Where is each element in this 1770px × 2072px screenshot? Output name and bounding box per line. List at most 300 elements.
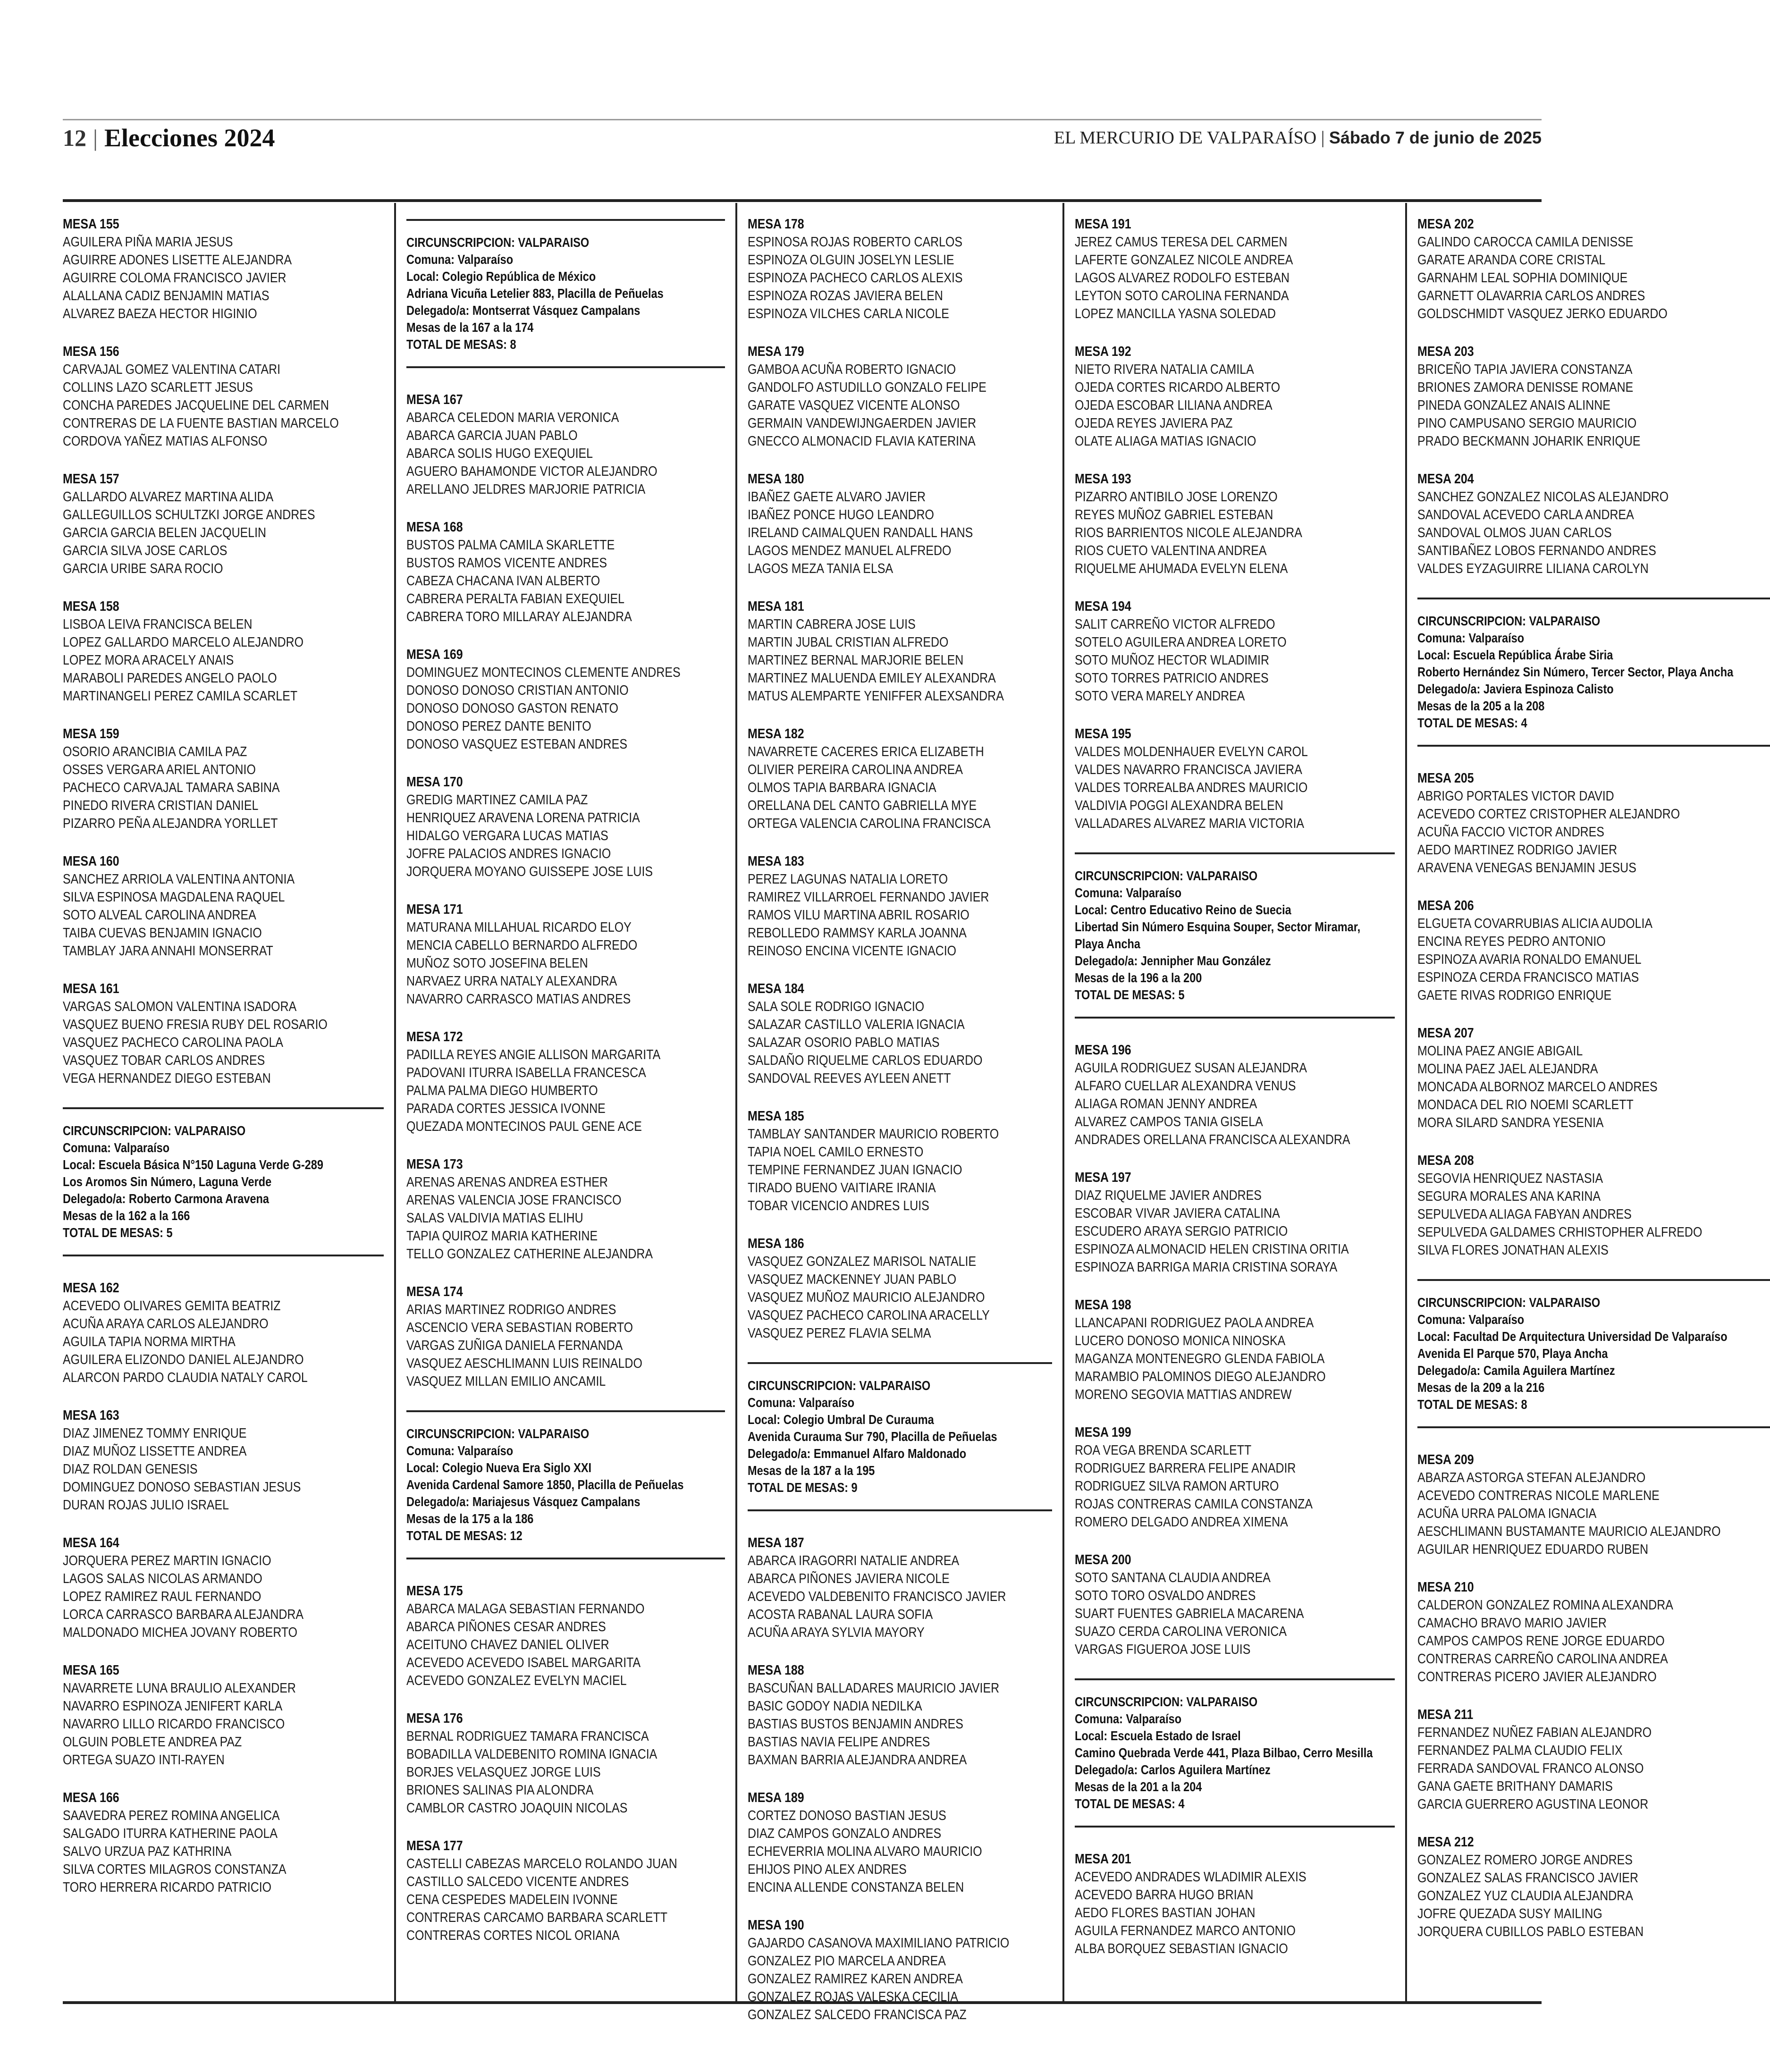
voter-name: COLLINS LAZO SCARLETT JESUS xyxy=(63,380,253,395)
voter-name: AGUIRRE ADONES LISETTE ALEJANDRA xyxy=(63,253,292,268)
voter-name: SILVA CORTES MILAGROS CONSTANZA xyxy=(63,1862,287,1877)
mesa-block xyxy=(1417,1024,1770,1132)
voter-name: AEDO FLORES BASTIAN JOHAN xyxy=(1074,1905,1256,1920)
voter-name: PADOVANI ITURRA ISABELLA FRANCESCA xyxy=(406,1065,646,1080)
voter-name: ACUÑA FACCIO VICTOR ANDRES xyxy=(1417,825,1605,840)
mesa-title: MESA 173 xyxy=(406,1157,463,1172)
voter-name: VALDES NAVARRO FRANCISCA JAVIERA xyxy=(1074,762,1302,777)
circunscripcion-line: Comuna: Valparaíso xyxy=(748,1395,855,1410)
voter-name: HIDALGO VERGARA LUCAS MATIAS xyxy=(406,828,608,843)
voter-name: GAETE RIVAS RODRIGO ENRIQUE xyxy=(1417,988,1612,1003)
voter-name: LAGOS SALAS NICOLAS ARMANDO xyxy=(63,1571,262,1586)
mesa-title: MESA 170 xyxy=(406,775,463,790)
voter-name: DONOSO DONOSO GASTON RENATO xyxy=(406,701,619,716)
voter-name: PINEDO RIVERA CRISTIAN DANIEL xyxy=(63,798,259,813)
mesa-title: MESA 162 xyxy=(63,1280,119,1296)
circunscripcion-line: Local: Colegio Umbral De Curauma xyxy=(748,1412,934,1427)
mesa-block xyxy=(1417,1578,1770,1686)
circunscripcion-line: TOTAL DE MESAS: 5 xyxy=(1074,987,1185,1002)
voter-name: IRELAND CAIMALQUEN RANDALL HANS xyxy=(748,525,973,540)
voter-name: GALLARDO ALVAREZ MARTINA ALIDA xyxy=(63,489,274,505)
voter-name: MORENO SEGOVIA MATTIAS ANDREW xyxy=(1074,1387,1292,1402)
mesa-title: MESA 165 xyxy=(63,1663,119,1678)
mesa-title: MESA 179 xyxy=(748,344,804,359)
voter-name: SALGADO ITURRA KATHERINE PAOLA xyxy=(63,1826,278,1841)
mesa-block xyxy=(63,1407,384,1514)
voter-name: SOTO MUÑOZ HECTOR WLADIMIR xyxy=(1074,653,1269,668)
voter-name: ABRIGO PORTALES VICTOR DAVID xyxy=(1417,789,1614,804)
circunscripcion-line: CIRCUNSCRIPCION: VALPARAISO xyxy=(406,235,590,250)
voter-name: LAGOS ALVAREZ RODOLFO ESTEBAN xyxy=(1074,270,1290,286)
circunscripcion-box xyxy=(63,1107,384,1256)
voter-name: BORJES VELASQUEZ JORGE LUIS xyxy=(406,1765,601,1780)
voter-name: SAAVEDRA PEREZ ROMINA ANGELICA xyxy=(63,1808,280,1823)
mesa-block xyxy=(748,1789,1052,1896)
voter-name: RIQUELME AHUMADA EVELYN ELENA xyxy=(1074,561,1288,576)
voter-name: AGUERO BAHAMONDE VICTOR ALEJANDRO xyxy=(406,464,657,479)
voter-name: ESPINOZA BARRIGA MARIA CRISTINA SORAYA xyxy=(1074,1260,1337,1275)
circunscripcion-line: TOTAL DE MESAS: 5 xyxy=(63,1225,173,1240)
mesa-block xyxy=(1075,725,1395,833)
mesa-block xyxy=(748,598,1052,705)
mesa-block xyxy=(1417,1706,1770,1813)
voter-name: BASIC GODOY NADIA NEDILKA xyxy=(748,1699,922,1714)
voter-list xyxy=(748,233,1052,323)
voter-name: AGUILA TAPIA NORMA MIRTHA xyxy=(63,1334,236,1349)
voter-name: BASCUÑAN BALLADARES MAURICIO JAVIER xyxy=(748,1681,1000,1696)
voter-name: SEGOVIA HENRIQUEZ NASTASIA xyxy=(1417,1171,1603,1186)
voter-name: LISBOA LEIVA FRANCISCA BELEN xyxy=(63,617,253,632)
voter-name: GANA GAETE BRITHANY DAMARIS xyxy=(1417,1779,1613,1794)
mesa-title: MESA 189 xyxy=(748,1790,804,1805)
circunscripcion-line: Comuna: Valparaíso xyxy=(1074,885,1181,900)
voter-name: ACUÑA ARAYA SYLVIA MAYORY xyxy=(748,1625,925,1640)
voter-name: MARTINEZ BERNAL MARJORIE BELEN xyxy=(748,653,964,668)
mesa-block xyxy=(406,1710,725,1817)
voter-list xyxy=(748,1934,1052,2024)
mesa-block xyxy=(406,1155,725,1263)
voter-name: CENA CESPEDES MADELEIN IVONNE xyxy=(406,1892,618,1907)
column-5 xyxy=(1405,203,1770,2001)
voter-name: GNECCO ALMONACID FLAVIA KATERINA xyxy=(748,434,976,449)
voter-name: TAMBLAY JARA ANNAHI MONSERRAT xyxy=(63,943,273,959)
voter-name: VARGAS ZUÑIGA DANIELA FERNANDA xyxy=(406,1338,623,1353)
voter-name: ACEVEDO CONTRERAS NICOLE MARLENE xyxy=(1417,1488,1660,1503)
voter-name: RAMIREZ VILLARROEL FERNANDO JAVIER xyxy=(748,890,989,905)
mesa-block xyxy=(1075,1551,1395,1659)
voter-list xyxy=(748,615,1052,705)
voter-name: TAIBA CUEVAS BENJAMIN IGNACIO xyxy=(63,926,262,941)
mesa-block xyxy=(63,1534,384,1642)
voter-list xyxy=(748,1679,1052,1769)
mesa-block xyxy=(748,1661,1052,1769)
voter-name: DIAZ RIQUELME JAVIER ANDRES xyxy=(1074,1188,1262,1203)
voter-name: OLGUIN POBLETE ANDREA PAZ xyxy=(63,1735,242,1750)
circunscripcion-box xyxy=(748,1362,1052,1511)
voter-list xyxy=(1417,915,1770,1004)
voter-name: ESPINOZA AVARIA RONALDO EMANUEL xyxy=(1417,952,1642,967)
voter-name: RAMOS VILU MARTINA ABRIL ROSARIO xyxy=(748,908,969,923)
voter-name: ESPINOZA ROZAS JAVIERA BELEN xyxy=(748,288,944,303)
voter-name: ESCUDERO ARAYA SERGIO PATRICIO xyxy=(1074,1224,1288,1239)
voter-name: MARTINANGELI PEREZ CAMILA SCARLET xyxy=(63,689,298,704)
voter-name: GALLEGUILLOS SCHULTZKI JORGE ANDRES xyxy=(63,507,315,522)
voter-name: DONOSO DONOSO CRISTIAN ANTONIO xyxy=(406,683,629,698)
column-3 xyxy=(735,203,1062,2022)
header-separator: | xyxy=(93,125,98,151)
voter-name: VASQUEZ MUÑOZ MAURICIO ALEJANDRO xyxy=(748,1290,985,1305)
voter-name: ARIAS MARTINEZ RODRIGO ANDRES xyxy=(406,1302,616,1317)
voter-name: ALFARO CUELLAR ALEXANDRA VENUS xyxy=(1074,1078,1296,1094)
voter-name: ACEITUNO CHAVEZ DANIEL OLIVER xyxy=(406,1637,609,1652)
mesa-title: MESA 183 xyxy=(748,854,804,869)
voter-name: PRADO BECKMANN JOHARIK ENRIQUE xyxy=(1417,434,1641,449)
mesa-title: MESA 200 xyxy=(1074,1552,1131,1567)
voter-name: SEPULVEDA GALDAMES CRHISTOPHER ALFREDO xyxy=(1417,1225,1703,1240)
voter-name: VASQUEZ PACHECO CAROLINA ARACELLY xyxy=(748,1308,990,1323)
voter-name: CORDOVA YAÑEZ MATIAS ALFONSO xyxy=(63,434,268,449)
publication-separator: | xyxy=(1316,128,1329,148)
voter-list xyxy=(63,870,384,960)
circunscripcion-line: CIRCUNSCRIPCION: VALPARAISO xyxy=(1417,1295,1601,1310)
circunscripcion-line: Delegado/a: Camila Aguilera Martínez xyxy=(1417,1363,1615,1378)
mesa-block xyxy=(406,518,725,626)
mesa-block xyxy=(748,852,1052,960)
voter-name: MENCIA CABELLO BERNARDO ALFREDO xyxy=(406,938,638,953)
mesa-title: MESA 161 xyxy=(63,981,119,996)
circunscripcion-line: Comuna: Valparaíso xyxy=(63,1140,170,1155)
voter-name: PARADA CORTES JESSICA IVONNE xyxy=(406,1101,606,1116)
voter-name: JORQUERA CUBILLOS PABLO ESTEBAN xyxy=(1417,1924,1644,1939)
mesa-block xyxy=(1075,1296,1395,1404)
voter-name: ALVAREZ CAMPOS TANIA GISELA xyxy=(1074,1114,1263,1129)
mesa-title: MESA 198 xyxy=(1074,1297,1131,1313)
voter-name: GARCIA SILVA JOSE CARLOS xyxy=(63,543,228,558)
voter-name: MOLINA PAEZ ANGIE ABIGAIL xyxy=(1417,1044,1583,1059)
voter-name: RODRIGUEZ SILVA RAMON ARTURO xyxy=(1074,1479,1279,1494)
voter-name: VASQUEZ TOBAR CARLOS ANDRES xyxy=(63,1053,265,1068)
voter-name: ABARCA GARCIA JUAN PABLO xyxy=(406,428,578,443)
voter-list xyxy=(406,1600,725,1690)
voter-name: OLATE ALIAGA MATIAS IGNACIO xyxy=(1074,434,1256,449)
circunscripcion-line: CIRCUNSCRIPCION: VALPARAISO xyxy=(406,1426,590,1441)
header-left xyxy=(63,123,275,152)
top-rule xyxy=(63,119,1542,120)
mesa-title: MESA 208 xyxy=(1417,1153,1474,1168)
circunscripcion-line: Delegado/a: Roberto Carmona Aravena xyxy=(63,1191,269,1206)
voter-name: LOPEZ MORA ARACELY ANAIS xyxy=(63,653,234,668)
voter-list xyxy=(1075,1868,1395,1958)
mesa-block xyxy=(1075,1169,1395,1276)
voter-name: RODRIGUEZ BARRERA FELIPE ANADIR xyxy=(1074,1461,1296,1476)
voter-name: ABARCA IRAGORRI NATALIE ANDREA xyxy=(748,1553,960,1568)
voter-name: ACEVEDO VALDEBENITO FRANCISCO JAVIER xyxy=(748,1589,1006,1604)
voter-name: TEMPINE FERNANDEZ JUAN IGNACIO xyxy=(748,1162,962,1178)
voter-name: CABEZA CHACANA IVAN ALBERTO xyxy=(406,573,600,589)
circunscripcion-line: Delegado/a: Javiera Espinoza Calisto xyxy=(1417,682,1614,696)
voter-list xyxy=(1075,488,1395,578)
voter-name: ACUÑA ARAYA CARLOS ALEJANDRO xyxy=(63,1316,269,1331)
mesa-block xyxy=(63,1661,384,1769)
voter-name: BRIONES SALINAS PIA ALONDRA xyxy=(406,1783,594,1798)
voter-name: OLIVIER PEREIRA CAROLINA ANDREA xyxy=(748,762,963,777)
voter-list xyxy=(63,1297,384,1387)
voter-name: BASTIAS BUSTOS BENJAMIN ANDRES xyxy=(748,1717,964,1732)
voter-name: FERNANDEZ PALMA CLAUDIO FELIX xyxy=(1417,1743,1623,1758)
mesa-title: MESA 210 xyxy=(1417,1580,1474,1595)
voter-name: ECHEVERRIA MOLINA ALVARO MAURICIO xyxy=(748,1844,982,1859)
mesa-title: MESA 168 xyxy=(406,520,463,535)
voter-name: EHIJOS PINO ALEX ANDRES xyxy=(748,1862,907,1877)
voter-name: LAFERTE GONZALEZ NICOLE ANDREA xyxy=(1074,253,1293,268)
voter-name: VASQUEZ PACHECO CAROLINA PAOLA xyxy=(63,1035,284,1050)
voter-name: NAVARRETE CACERES ERICA ELIZABETH xyxy=(748,744,984,759)
voter-name: CASTILLO SALCEDO VICENTE ANDRES xyxy=(406,1874,629,1889)
mesa-title: MESA 195 xyxy=(1074,726,1131,741)
voter-name: RIOS BARRIENTOS NICOLE ALEJANDRA xyxy=(1074,525,1302,540)
voter-name: DOMINGUEZ DONOSO SEBASTIAN JESUS xyxy=(63,1480,301,1495)
mesa-title: MESA 182 xyxy=(748,726,804,741)
voter-name: CONTRERAS CORTES NICOL ORIANA xyxy=(406,1928,620,1943)
voter-name: BRICEÑO TAPIA JAVIERA CONSTANZA xyxy=(1417,362,1633,377)
voter-name: SALVO URZUA PAZ KATHRINA xyxy=(63,1844,232,1859)
voter-name: AGUIRRE COLOMA FRANCISCO JAVIER xyxy=(63,270,287,286)
voter-name: TORO HERRERA RICARDO PATRICIO xyxy=(63,1880,272,1895)
voter-name: OJEDA ESCOBAR LILIANA ANDREA xyxy=(1074,398,1273,413)
circunscripcion-line: CIRCUNSCRIPCION: VALPARAISO xyxy=(748,1378,931,1393)
circunscripcion-line: Mesas de la 167 a la 174 xyxy=(406,320,534,335)
mesa-title: MESA 191 xyxy=(1074,217,1131,232)
circunscripcion-line: Avenida Curauma Sur 790, Placilla de Peñuelas xyxy=(748,1429,997,1444)
voter-name: TIRADO BUENO VAITIARE IRANIA xyxy=(748,1180,936,1196)
mesa-block xyxy=(63,725,384,833)
mesa-block xyxy=(406,1283,725,1390)
voter-name: SALDAÑO RIQUELME CARLOS EDUARDO xyxy=(748,1053,983,1068)
mesa-block xyxy=(63,980,384,1087)
circunscripcion-line: Mesas de la 205 a la 208 xyxy=(1417,699,1545,713)
voter-name: PINO CAMPUSANO SERGIO MAURICIO xyxy=(1417,416,1637,431)
voter-name: ESPINOZA VILCHES CARLA NICOLE xyxy=(748,306,950,321)
voter-name: ACEVEDO OLIVARES GEMITA BEATRIZ xyxy=(63,1298,281,1314)
voter-list xyxy=(406,664,725,753)
mesa-block xyxy=(1075,1850,1395,1958)
voter-name: OLMOS TAPIA BARBARA IGNACIA xyxy=(748,780,936,795)
voter-name: TAPIA QUIROZ MARIA KATHERINE xyxy=(406,1229,598,1244)
circunscripcion-line: Mesas de la 209 a la 216 xyxy=(1417,1380,1545,1395)
voter-name: REBOLLEDO RAMMSY KARLA JOANNA xyxy=(748,926,967,941)
voter-list xyxy=(1075,233,1395,323)
voter-list xyxy=(63,1424,384,1514)
voter-name: SUAZO CERDA CAROLINA VERONICA xyxy=(1074,1624,1287,1639)
voter-name: GONZALEZ PIO MARCELA ANDREA xyxy=(748,1954,946,1969)
voter-name: ACEVEDO BARRA HUGO BRIAN xyxy=(1074,1887,1254,1903)
voter-name: SEPULVEDA ALIAGA FABYAN ANDRES xyxy=(1417,1207,1632,1222)
page-number: 12 xyxy=(63,125,86,151)
voter-name: GONZALEZ YUZ CLAUDIA ALEJANDRA xyxy=(1417,1888,1634,1904)
mesa-title: MESA 166 xyxy=(63,1790,119,1805)
voter-list xyxy=(63,998,384,1087)
mesa-title: MESA 156 xyxy=(63,344,119,359)
voter-name: ALBA BORQUEZ SEBASTIAN IGNACIO xyxy=(1074,1941,1288,1956)
voter-name: VALLADARES ALVAREZ MARIA VICTORIA xyxy=(1074,816,1304,831)
mesa-block xyxy=(1417,343,1770,450)
voter-name: QUEZADA MONTECINOS PAUL GENE ACE xyxy=(406,1119,642,1134)
voter-list xyxy=(406,1046,725,1136)
voter-name: ESPINOZA PACHECO CARLOS ALEXIS xyxy=(748,270,963,286)
mesa-block xyxy=(748,470,1052,578)
voter-name: ACEVEDO GONZALEZ EVELYN MACIEL xyxy=(406,1673,627,1688)
mesa-block xyxy=(748,1107,1052,1215)
voter-name: GARNAHM LEAL SOPHIA DOMINIQUE xyxy=(1417,270,1628,286)
voter-name: DIAZ MUÑOZ LISSETTE ANDREA xyxy=(63,1444,247,1459)
voter-name: GARCIA GARCIA BELEN JACQUELIN xyxy=(63,525,267,540)
voter-name: MATURANA MILLAHUAL RICARDO ELOY xyxy=(406,920,632,935)
voter-name: GAJARDO CASANOVA MAXIMILIANO PATRICIO xyxy=(748,1936,1010,1951)
circunscripcion-line: Mesas de la 175 a la 186 xyxy=(406,1511,534,1526)
voter-name: LOPEZ GALLARDO MARCELO ALEJANDRO xyxy=(63,635,304,650)
voter-name: SANDOVAL OLMOS JUAN CARLOS xyxy=(1417,525,1612,540)
voter-name: JEREZ CAMUS TERESA DEL CARMEN xyxy=(1074,235,1288,250)
voter-name: HENRIQUEZ ARAVENA LORENA PATRICIA xyxy=(406,810,640,825)
mesa-title: MESA 157 xyxy=(63,472,119,487)
voter-name: ABARCA CELEDON MARIA VERONICA xyxy=(406,410,619,425)
circunscripcion-line: Mesas de la 196 a la 200 xyxy=(1074,970,1202,985)
voter-name: ESCOBAR VIVAR JAVIERA CATALINA xyxy=(1074,1206,1280,1221)
voter-name: PIZARRO ANTIBILO JOSE LORENZO xyxy=(1074,489,1278,505)
circunscripcion-line: Mesas de la 201 a la 204 xyxy=(1074,1779,1202,1794)
circunscripcion-line: Comuna: Valparaíso xyxy=(1417,1312,1525,1327)
voter-name: SALIT CARREÑO VICTOR ALFREDO xyxy=(1074,617,1275,632)
mesa-title: MESA 163 xyxy=(63,1408,119,1423)
voter-name: AGUILAR HENRIQUEZ EDUARDO RUBEN xyxy=(1417,1542,1649,1557)
mesa-title: MESA 193 xyxy=(1074,472,1131,487)
mesa-title: MESA 164 xyxy=(63,1535,119,1550)
mesa-title: MESA 190 xyxy=(748,1918,804,1933)
circunscripcion-line: Camino Quebrada Verde 441, Plaza Bilbao, Cerro Mesilla xyxy=(1074,1745,1373,1760)
voter-name: TAPIA NOEL CAMILO ERNESTO xyxy=(748,1145,924,1160)
voter-name: DIAZ ROLDAN GENESIS xyxy=(63,1462,198,1477)
mesa-block xyxy=(748,215,1052,323)
voter-name: CABRERA PERALTA FABIAN EXEQUIEL xyxy=(406,591,625,606)
circunscripcion-line: Adriana Vicuña Letelier 883, Placilla de Peñuelas xyxy=(406,286,664,301)
voter-name: CASTELLI CABEZAS MARCELO ROLANDO JUAN xyxy=(406,1856,677,1871)
voter-name: ORELLANA DEL CANTO GABRIELLA MYE xyxy=(748,798,977,813)
mesa-title: MESA 177 xyxy=(406,1838,463,1853)
voter-name: ANDRADES ORELLANA FRANCISCA ALEXANDRA xyxy=(1074,1132,1350,1147)
voter-name: ABARCA PIÑONES CESAR ANDRES xyxy=(406,1619,606,1634)
mesa-title: MESA 199 xyxy=(1074,1425,1131,1440)
voter-list xyxy=(1417,787,1770,877)
circunscripcion-line: Local: Escuela Estado de Israel xyxy=(1074,1728,1241,1743)
voter-name: VASQUEZ AESCHLIMANN LUIS REINALDO xyxy=(406,1356,642,1371)
voter-name: MOLINA PAEZ JAEL ALEJANDRA xyxy=(1417,1061,1598,1077)
mesa-title: MESA 209 xyxy=(1417,1452,1474,1467)
mesa-title: MESA 211 xyxy=(1417,1707,1474,1722)
voter-name: LAGOS MEZA TANIA ELSA xyxy=(748,561,893,576)
publication-name: EL MERCURIO DE VALPARAÍSO xyxy=(1054,128,1317,148)
voter-name: ARENAS ARENAS ANDREA ESTHER xyxy=(406,1175,608,1190)
circunscripcion-line: CIRCUNSCRIPCION: VALPARAISO xyxy=(1074,868,1257,883)
voter-name: ROJAS CONTRERAS CAMILA CONSTANZA xyxy=(1074,1497,1313,1512)
voter-name: LUCERO DONOSO MONICA NINOSKA xyxy=(1074,1333,1285,1348)
voter-list xyxy=(406,1301,725,1390)
voter-name: GANDOLFO ASTUDILLO GONZALO FELIPE xyxy=(748,380,986,395)
voter-name: PALMA PALMA DIEGO HUMBERTO xyxy=(406,1083,598,1098)
voter-name: SILVA FLORES JONATHAN ALEXIS xyxy=(1417,1243,1609,1258)
voter-name: ENCINA REYES PEDRO ANTONIO xyxy=(1417,934,1606,949)
mesa-title: MESA 181 xyxy=(748,599,804,614)
mesa-title: MESA 176 xyxy=(406,1711,463,1726)
mesa-block xyxy=(1075,470,1395,578)
voter-name: MARTIN JUBAL CRISTIAN ALFREDO xyxy=(748,635,949,650)
voter-name: VALDES EYZAGUIRRE LILIANA CAROLYN xyxy=(1417,561,1649,576)
voter-name: MONCADA ALBORNOZ MARCELO ANDRES xyxy=(1417,1079,1658,1095)
mesa-block xyxy=(748,1916,1052,2024)
voter-name: BERNAL RODRIGUEZ TAMARA FRANCISCA xyxy=(406,1729,649,1744)
voter-name: ESPINOSA ROJAS ROBERTO CARLOS xyxy=(748,235,963,250)
voter-list xyxy=(748,998,1052,1087)
voter-list xyxy=(406,409,725,498)
circunscripcion-line: Avenida Cardenal Samore 1850, Placilla de Peñuelas xyxy=(406,1477,684,1492)
voter-name: REYES MUÑOZ GABRIEL ESTEBAN xyxy=(1074,507,1273,522)
voter-name: SUART FUENTES GABRIELA MACARENA xyxy=(1074,1606,1304,1621)
voter-name: MONDACA DEL RIO NOEMI SCARLETT xyxy=(1417,1097,1634,1112)
voter-name: TELLO GONZALEZ CATHERINE ALEJANDRA xyxy=(406,1247,653,1262)
voter-name: AESCHLIMANN BUSTAMANTE MAURICIO ALEJANDRO xyxy=(1417,1524,1721,1539)
voter-list xyxy=(1075,615,1395,705)
voter-name: VASQUEZ PEREZ FLAVIA SELMA xyxy=(748,1326,931,1341)
voter-name: NAVARRO LILLO RICARDO FRANCISCO xyxy=(63,1717,285,1732)
voter-name: ABARZA ASTORGA STEFAN ALEJANDRO xyxy=(1417,1470,1646,1485)
header-right xyxy=(1054,127,1542,148)
voter-name: ALALLANA CADIZ BENJAMIN MATIAS xyxy=(63,288,270,303)
mesa-title: MESA 159 xyxy=(63,726,119,741)
voter-list xyxy=(1075,1187,1395,1276)
voter-name: ABARCA SOLIS HUGO EXEQUIEL xyxy=(406,446,593,461)
mesa-block xyxy=(406,773,725,881)
circunscripcion-line: Local: Escuela República Árabe Siria xyxy=(1417,648,1613,662)
voter-name: VASQUEZ BUENO FRESIA RUBY DEL ROSARIO xyxy=(63,1017,328,1032)
mesa-title: MESA 180 xyxy=(748,472,804,487)
mesa-title: MESA 201 xyxy=(1074,1852,1131,1867)
voter-name: GREDIG MARTINEZ CAMILA PAZ xyxy=(406,792,588,808)
voter-name: VASQUEZ MACKENNEY JUAN PABLO xyxy=(748,1272,957,1287)
circunscripcion-line: Local: Escuela Básica N°150 Laguna Verde G-289 xyxy=(63,1157,323,1172)
voter-name: LORCA CARRASCO BARBARA ALEJANDRA xyxy=(63,1607,304,1622)
voter-list xyxy=(1417,1042,1770,1132)
voter-name: GARCIA URIBE SARA ROCIO xyxy=(63,561,223,576)
voter-list xyxy=(748,1552,1052,1642)
voter-name: ESPINOZA ALMONACID HELEN CRISTINA ORITIA xyxy=(1074,1242,1349,1257)
mesa-title: MESA 212 xyxy=(1417,1835,1474,1850)
voter-list xyxy=(1075,1441,1395,1531)
voter-name: SOTO SANTANA CLAUDIA ANDREA xyxy=(1074,1570,1271,1585)
circunscripcion-line: TOTAL DE MESAS: 12 xyxy=(406,1528,523,1543)
voter-name: CONTRERAS PICERO JAVIER ALEJANDRO xyxy=(1417,1669,1657,1685)
voter-list xyxy=(748,870,1052,960)
mesa-title: MESA 202 xyxy=(1417,217,1474,232)
voter-name: GALINDO CAROCCA CAMILA DENISSE xyxy=(1417,235,1634,250)
voter-name: DONOSO VASQUEZ ESTEBAN ANDRES xyxy=(406,737,627,752)
publication-date: Sábado 7 de junio de 2025 xyxy=(1329,128,1542,147)
columns-container xyxy=(63,203,1734,2022)
mesa-block xyxy=(1417,769,1770,877)
mesa-block xyxy=(63,598,384,705)
circunscripcion-line: Avenida El Parque 570, Playa Ancha xyxy=(1417,1346,1608,1361)
mesa-title: MESA 167 xyxy=(406,392,463,407)
mesa-block xyxy=(406,646,725,753)
mesa-block xyxy=(63,470,384,578)
